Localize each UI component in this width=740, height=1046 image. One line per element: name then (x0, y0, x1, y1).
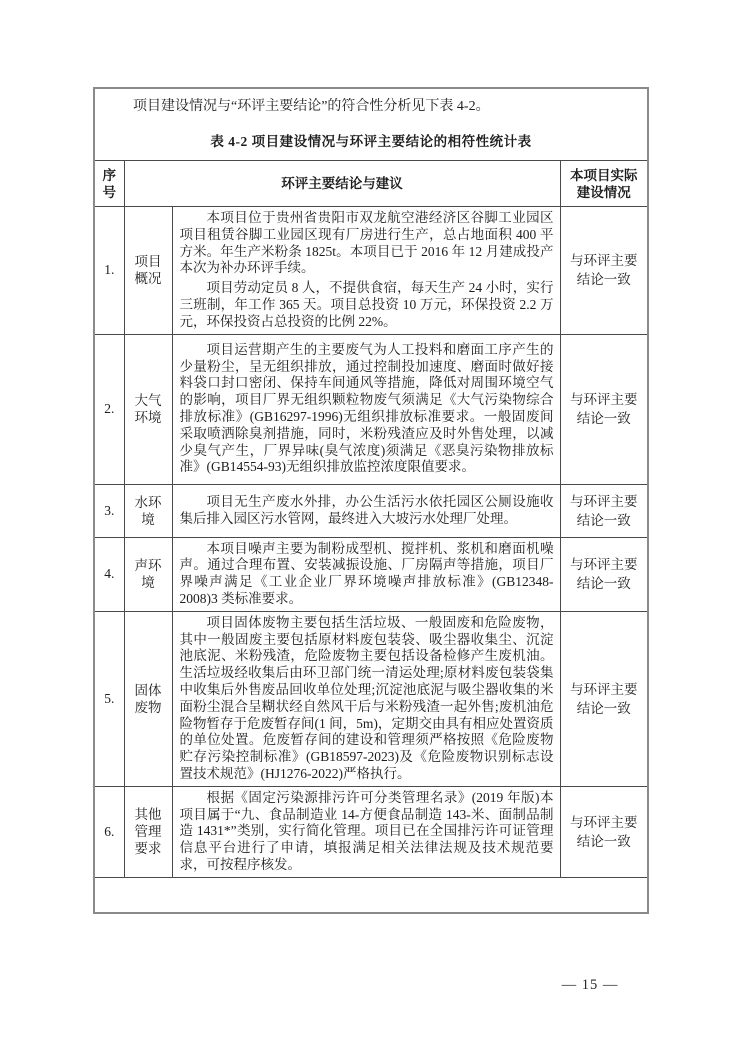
table-row (95, 207, 647, 335)
row-index-cell: 3. (95, 484, 124, 537)
row-conclusion-cell (172, 334, 560, 484)
header-index: 序号 (95, 161, 124, 207)
table-row (95, 537, 647, 611)
row-conclusion-cell (172, 537, 560, 611)
table-body (95, 207, 647, 878)
row-status-cell: 与环评主要 结论一致 (560, 484, 647, 537)
compliance-table (95, 160, 647, 878)
row-index-cell: 6. (95, 786, 124, 877)
row-index-cell: 5. (95, 611, 124, 786)
conclusion-paragraph: 项目劳动定员 8 人，不提供食宿，每天生产 24 小时，实行三班制，年工作 365 天。项目总投资 10 万元，环保投资 2.2 万元，环保投资占总投资的比例 22%。 (179, 280, 554, 329)
conclusion-paragraph: 项目运营期产生的主要废气为人工投料和磨面工序产生的少量粉尘，呈无组织排放，通过控制投加速度、磨面时做好接料袋口封口密闭、保持车间通风等措施，降低对周围环境空气的影响，项目厂界无组织颗粒物废气须满足《大气污染物综合排放标准》(GB16297-1996)无组织排放标准要求。一般固废间采取喷洒除臭剂措施，同时，米粉残渣应及时外售处理，以减少臭气产生，厂界异味(臭气浓度)须满足《恶臭污染物排放标准》(GB14554-93)无组织排放监控浓度限值要求。 (179, 341, 554, 475)
row-conclusion-cell (172, 611, 560, 786)
row-category-cell: 声环境 (124, 537, 172, 611)
row-status-cell: 与环评主要 结论一致 (560, 786, 647, 877)
header-conclusion: 环评主要结论与建议 (124, 161, 560, 207)
row-category-cell: 水环境 (124, 484, 172, 537)
conclusion-paragraph: 本项目位于贵州省贵阳市双龙航空港经济区谷脚工业园区项目租赁谷脚工业园区现有厂房进行生产，总占地面积 400 平方米。年生产米粉条 1825t。本项目已于 2016 年 12 月建成投产本次为补办环评手续。 (179, 210, 554, 276)
row-conclusion-cell (172, 786, 560, 877)
header-actual: 本项目实际建设情况 (560, 161, 647, 207)
document-content-frame (93, 87, 649, 914)
table-row (95, 334, 647, 484)
table-row (95, 786, 647, 877)
conclusion-paragraph: 本项目噪声主要为制粉成型机、搅拌机、浆机和磨面机噪声。通过合理布置、安装减振设施、厂房隔声等措施，项目厂界噪声满足《工业企业厂界环境噪声排放标准》(GB12348-2008)3 类标准要求。 (179, 540, 554, 606)
row-index-cell: 2. (95, 334, 124, 484)
row-index-cell: 4. (95, 537, 124, 611)
row-status-cell: 与环评主要 结论一致 (560, 611, 647, 786)
conclusion-paragraph: 根据《固定污染源排污许可分类管理名录》(2019 年版)本项目属于“九、食品制造业 14-方便食品制造 143-米、面制品制造 1431*”类别，实行简化管理。项目已在全国排污许可证管理信息平台进行了申请，填报满足相关法律法规及技术规范要求，可按程序核发。 (179, 789, 554, 872)
table-header-row (95, 161, 647, 207)
row-conclusion-cell (172, 484, 560, 537)
row-category-cell: 其他管理要求 (124, 786, 172, 877)
row-conclusion-cell (172, 207, 560, 335)
table-title: 表 4-2 项目建设情况与环评主要结论的相符性统计表 (210, 134, 532, 149)
table-row (95, 484, 647, 537)
row-status-cell: 与环评主要 结论一致 (560, 334, 647, 484)
conclusion-paragraph: 项目固体废物主要包括生活垃圾、一般固废和危险废物，其中一般固废主要包括原材料废包装袋、吸尘器收集尘、沉淀池底泥、米粉残渣，危险废物主要包括设备检修产生废机油。生活垃圾经收集后由环卫部门统一清运处理;原材料废包装袋集中收集后外售废品回收单位处理;沉淀池底泥与吸尘器收集的米面粉尘混合呈糊状经自然风干后与米粉残渣一起外售;废机油危险物暂存于危废暂存间(1 间，5m)，定期交由具有相应处置资质的单位处置。危废暂存间的建设和管理须严格按照《危险废物贮存污染控制标准》(GB18597-2023)及《危险废物识别标志设置技术规范》(HJ1276-2022)严格执行。 (179, 614, 554, 781)
row-status-cell: 与环评主要 结论一致 (560, 537, 647, 611)
row-category-cell: 项目概况 (124, 207, 172, 335)
page-number: — 15 — (561, 977, 619, 993)
row-status-cell: 与环评主要 结论一致 (560, 207, 647, 335)
row-category-cell: 固体废物 (124, 611, 172, 786)
conclusion-paragraph: 项目无生产废水外排，办公生活污水依托园区公厕设施收集后排入园区污水管网，最终进入大坡污水处理厂处理。 (179, 493, 554, 526)
row-category-cell: 大气环境 (124, 334, 172, 484)
table-row (95, 611, 647, 786)
intro-paragraph: 项目建设情况与“环评主要结论”的符合性分析见下表 4-2。 (133, 99, 490, 114)
row-index-cell: 1. (95, 207, 124, 335)
